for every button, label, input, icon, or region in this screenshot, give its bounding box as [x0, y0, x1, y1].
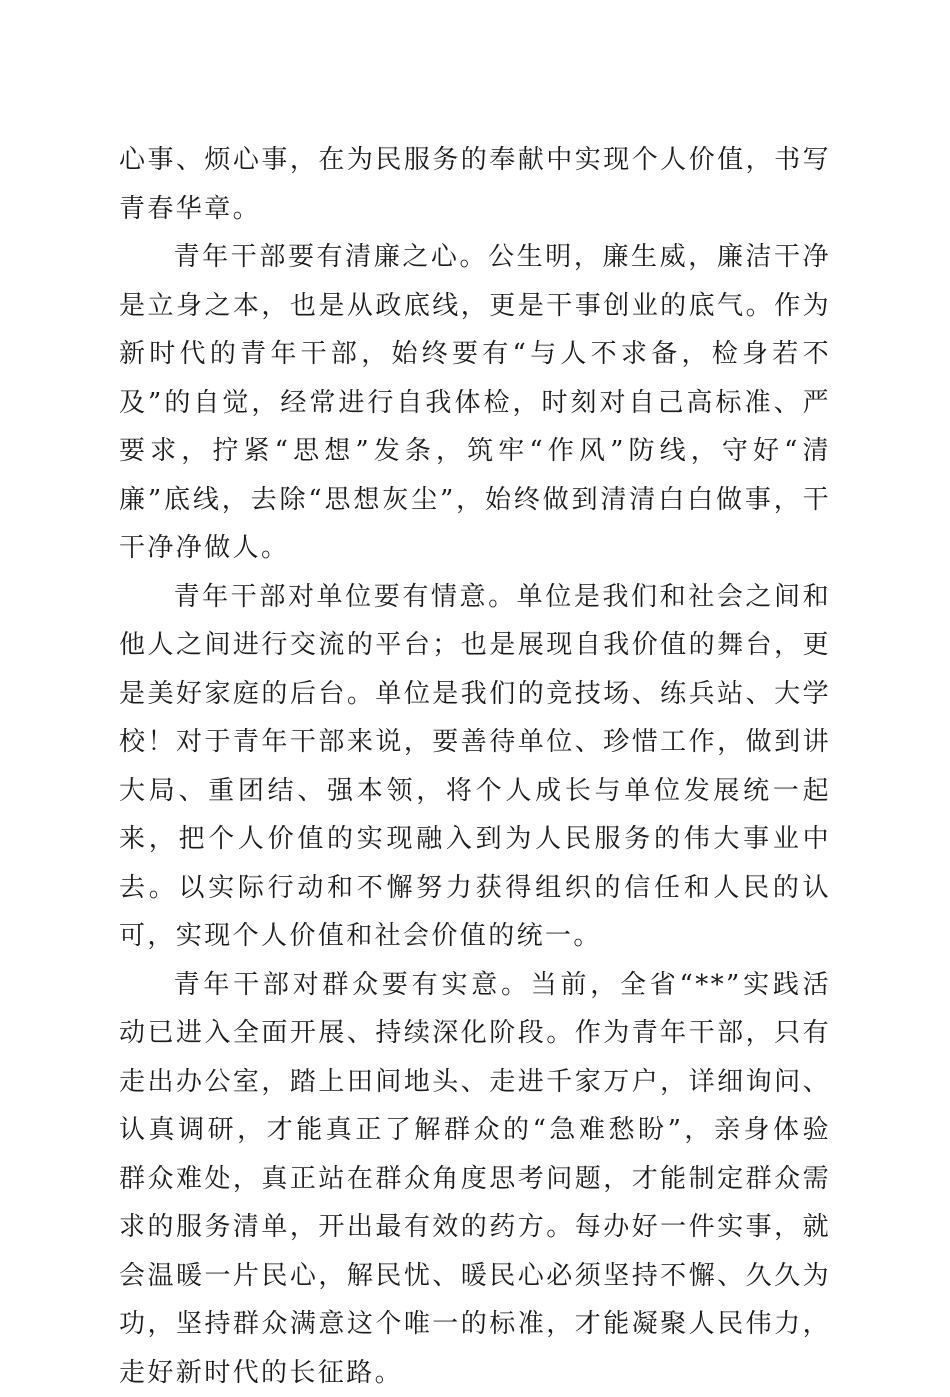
document-body — [119, 136, 831, 1397]
paragraph-workplace: 青年干部对单位要有情意。单位是我们和社会之间和他人之间进行交流的平台；也是展现自我价值的舞台，更是美好家庭的后台。单位是我们的竞技场、练兵站、大学校！对于青年干部来说，要善待单位、珍惜工作，做到讲大局、重团结、强本领，将个人成长与单位发展统一起来，把个人价值的实现融入到为人民服务的伟大事业中去。以实际行动和不懈努力获得组织的信任和人民的认可，实现个人价值和社会价值的统一。 — [119, 573, 831, 961]
paragraph-integrity: 青年干部要有清廉之心。公生明，廉生威，廉洁干净是立身之本，也是从政底线，更是干事创业的底气。作为新时代的青年干部，始终要有“与人不求备，检身若不及”的自觉，经常进行自我体检，时刻对自己高标准、严要求，拧紧“思想”发条，筑牢“作风”防线，守好“清廉”底线，去除“思想灰尘”，始终做到清清白白做事，干干净净做人。 — [119, 233, 831, 573]
paragraph-masses: 青年干部对群众要有实意。当前，全省“**”实践活动已进入全面开展、持续深化阶段。作为青年干部，只有走出办公室，踏上田间地头、走进千家万户，详细询问、认真调研，才能真正了解群众的“急难愁盼”，亲身体验群众难处，真正站在群众角度思考问题，才能制定群众需求的服务清单，开出最有效的药方。每办好一件实事，就会温暖一片民心，解民忧、暖民心必须坚持不懈、久久为功，坚持群众满意这个唯一的标准，才能凝聚人民伟力，走好新时代的长征路。 — [119, 961, 831, 1397]
paragraph-continuation: 心事、烦心事，在为民服务的奉献中实现个人价值，书写青春华章。 — [119, 136, 831, 233]
